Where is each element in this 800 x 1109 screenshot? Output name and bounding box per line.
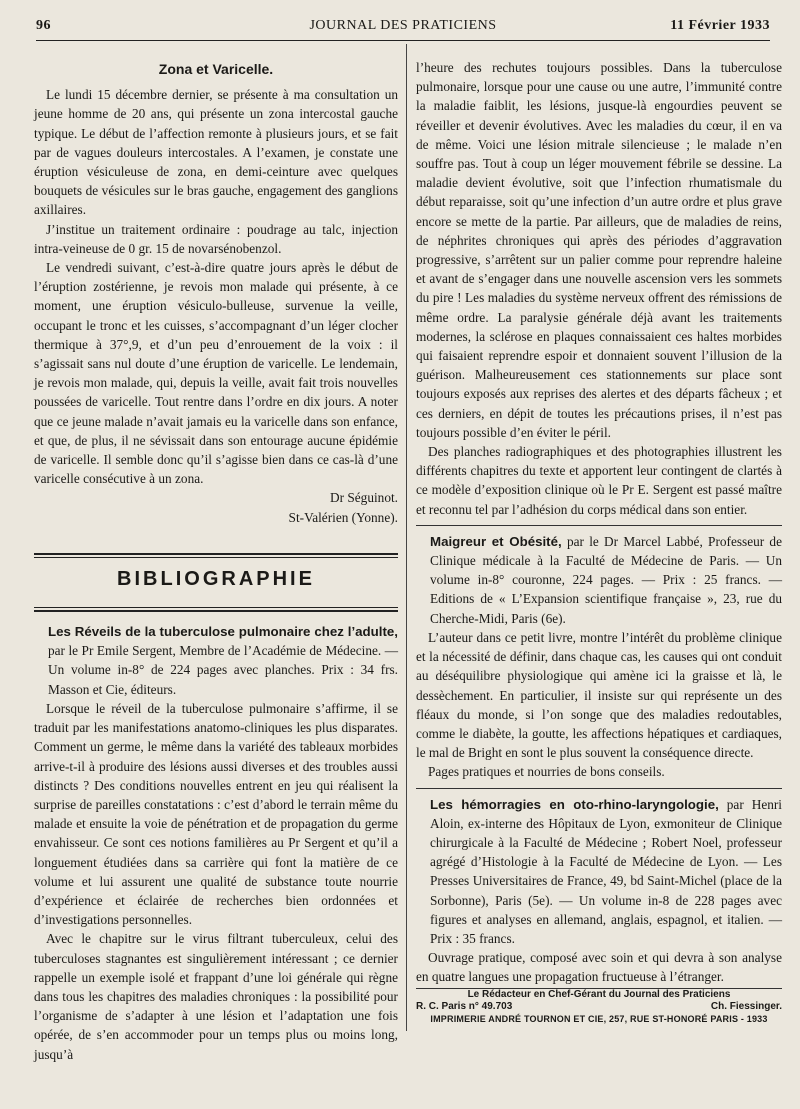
entry-divider-1 (416, 525, 782, 526)
zona-paragraph-2: J’institue un traitement ordinaire : poudrage au talc, injection intra-veineuse de 0 gr. 15 de novarsénobenzol. (34, 221, 398, 256)
printer-imprint: IMPRIMERIE ANDRÉ TOURNON ET CIE, 257, RUE ST-HONORÉ PARIS - 1933 (430, 1014, 768, 1024)
journal-title: JOURNAL DES PRATICIENS (309, 18, 497, 33)
entry-divider-2 (416, 788, 782, 789)
maigreur-ref: par le Dr Marcel Labbé, Professeur de Clinique médicale à la Faculté de Médecine de Paris. — Un volume in-8° couronne, 224 pages. — Prix : 25 francs. — Editions de « L’Expansion scientifique française », 23, rue du Cherche-Midi, Paris (6e). (430, 533, 782, 626)
footer-rc-number: R. C. Paris n° 49.703 (416, 1001, 513, 1012)
hemorragies-title: Les hémorragies en oto-rhino-laryngologie, (430, 796, 719, 812)
hemorragies-reference (416, 795, 782, 949)
maigreur-paragraph-2: Pages pratiques et nourries de bons conseils. (428, 764, 665, 780)
page-header (36, 16, 770, 38)
bibliography-rule-top (34, 553, 398, 558)
maigreur-title: Maigreur et Obésité, (430, 533, 562, 549)
editor-footer (416, 984, 782, 1013)
left-column (34, 60, 398, 1064)
zona-paragraph-1: Le lundi 15 décembre dernier, se présente à ma consultation un jeune homme de 20 ans, qui présente un zona intercostal gauche typique. Le début de l’affection remonte à plusieurs jours, et se fait par de vagues douleurs intercostales. A l’examen, je constate une éruption vésiculeuse de zona, en demi-ceinture avec quelques bouquets de vésicules sur le bras gauche, engagement des ganglions axillaires. (34, 87, 398, 218)
reveils-paragraph-2: Avec le chapitre sur le virus filtrant tuberculeux, celui des tuberculoses stagnantes est singulièrement intéressant ; ce dernier rappelle un exemple isolé et frappant d’une loi générale qui règne dans tous les chapitres des maladies chroniques : la possibilité pour l’organisme de s’adapter à une lésion et l’adaptation une fois opérée, de s’en accommoder pour un temps plus ou moins long, jusqu’à (34, 931, 398, 1062)
reveils-ref: par le Pr Emile Sergent, Membre de l’Académie de Médecine. — Un volume in-8° de 224 pages avec planches. Prix : 34 frs. Masson et Cie, éditeurs. (48, 643, 398, 697)
zona-signature-place: St-Valérien (Yonne). (288, 509, 398, 525)
column-divider (406, 44, 407, 1031)
issue-date: 11 Février 1933 (670, 18, 770, 33)
header-rule (36, 40, 770, 41)
reveils-reference (34, 622, 398, 699)
zona-paragraph-3: Le vendredi suivant, c’est-à-dire quatre jours après le début de l’éruption zostérienne, je revois mon malade qui présente, à ce moment, une éruption vésiculo-bulleuse, survenue la veille, occupant le tronc et les cuisses, s’accompagnant d’un léger clocher thermique à 37°,9, et d’un peu d’enrouement de la voix : il s’agissait sans nul doute d’une éruption de varicelle. Le lendemain, je revois mon malade, qui, depuis la veille, avait fait trois nouvelles poussées de varicelle. Tout rentre dans l’ordre en dix jours. A noter que ce jeune malade n’avait jamais eu la varicelle dans son enfance, et que, de plus, il ne sévissait dans son entourage aucune épidémie de varicelle. Il semble donc qu’il s’agisse bien dans ce cas-là d’une varicelle consécutive à un zona. (34, 260, 398, 487)
hemorragies-ref: par Henri Aloin, ex-interne des Hôpitaux de Lyon, exmoniteur de Clinique chirurgicale à la Faculté de Médecine ; Robert Noel, professeur agrégé d’Histologie à la Faculté de Médecine de Lyon. — Les Presses Universitaires de France, 49, bd Saint-Michel (place de la Sorbonne), Paris (5e). — Un volume in-8 de 228 pages avec figures et analyses en allemand, anglais, espagnol, et italien. — Prix : 35 francs. (430, 796, 782, 946)
hemorragies-paragraph-1: Ouvrage pratique, composé avec soin et qui devra à son analyse en quatre langues une propagation fructueuse à l’étranger. (416, 950, 782, 985)
zona-signature-name: Dr Séguinot. (330, 490, 398, 506)
right-column (416, 58, 782, 987)
maigreur-paragraph-1: L’auteur dans ce petit livre, montre l’intérêt du problème clinique et la nécessité de définir, dans chaque cas, les causes qui ont conduit au déséquilibre physiologique qui amène ici la graisse et là, le dessèchement. En particulier, il insiste sur qui représente un des fléaux du monde, si l’on songe que des maladies redoutables, comme le diabète, la goutte, les affections hépatiques et cardiaques, le mal de Bright en sont le plus souvent la conséquence directe. (416, 629, 782, 761)
reveils-paragraph-1: Lorsque le réveil de la tuberculose pulmonaire s’affirme, il se traduit par les manifestations anatomo-cliniques les plus disparates. Comment un germe, le même dans la variété des tableaux morbides arrive-t-il à produire des lésions aussi diverses et des troubles aussi distincts ? Des conditions nouvelles entrent en jeu qui réalisent la surprise de pareilles constatations : c’est d’abord le terrain même du malade et ensuite la voie de pénétration et de propagation du germe envahisseur. Ce sont ces notions familières au Pr Sergent et qu’il a longuement étudiées dans sa carrière qui font la matière de ce volume et lui assurent une qualité de substance toute nourrie d’expérience et éclairée de recherches bien ordonnées et d’investigations personnelles. (34, 700, 398, 928)
reveils-paragraph-2-continued: l’heure des rechutes toujours possibles. Dans la tuberculose pulmonaire, lorsque pour une cause ou une autre, l’immunité contre la maladie faiblit, les lésions, jusque-là engourdies peuvent se réveiller et devenir évolutives. Avec les maladies du cœur, il en va de même. Voici une lésion mitrale silencieuse ; le malade n’en souffre pas. Tout à coup un léger mouvement fébrile se dessine. La maladie devient évolutive, soit que l’infection rhumatismale du début reparaisse, soit qu’une infection d’un autre ordre et plus grave encore se mette de la partie. Par ailleurs, que de maladies de reins, de néphrites chroniques qui après des périodes d’aggravation progressive, s’arrêtent sur un palier comme pour reprendre haleine et avant de s’engager dans une nouvelle ascension vers les sommets du pire ! Les maladies du système nerveux offrent des rémissions de même ordre. La paralysie générale déjà avant les traitements modernes, la sclérose en plaques connaissaient ces haltes morbides qui faisaient reprendre espoir et donnaient souvent l’illusion de la guérison. Malheureusement ces stationnements sur place sont toujours exposés aux reprises des alertes et des départs fâcheux ; et ces derniers, en dépit de toutes les précautions prises, il n’est pas toujours possible d’en éviter le péril. (416, 60, 782, 440)
maigreur-reference (416, 532, 782, 628)
footer-editor-line: Le Rédacteur en Chef-Gérant du Journal des Praticiens (467, 989, 731, 1000)
reveils-title: Les Réveils de la tuberculose pulmonaire chez l’adulte, (48, 624, 398, 640)
bibliography-heading: BIBLIOGRAPHIE (117, 567, 315, 590)
page-number: 96 (36, 18, 51, 33)
zona-title: Zona et Varicelle. (158, 61, 274, 77)
reveils-paragraph-3: Des planches radiographiques et des photographies illustrent les différents chapitres du texte et apportent leur contingent de clartés à ce modèle d’exposition clinique où le Pr E. Sergent est passé maître et reconnu tel par l’adhésion du corps médical dans son entier. (416, 444, 782, 517)
footer-gerant-name: Ch. Fiessinger. (710, 1001, 782, 1012)
